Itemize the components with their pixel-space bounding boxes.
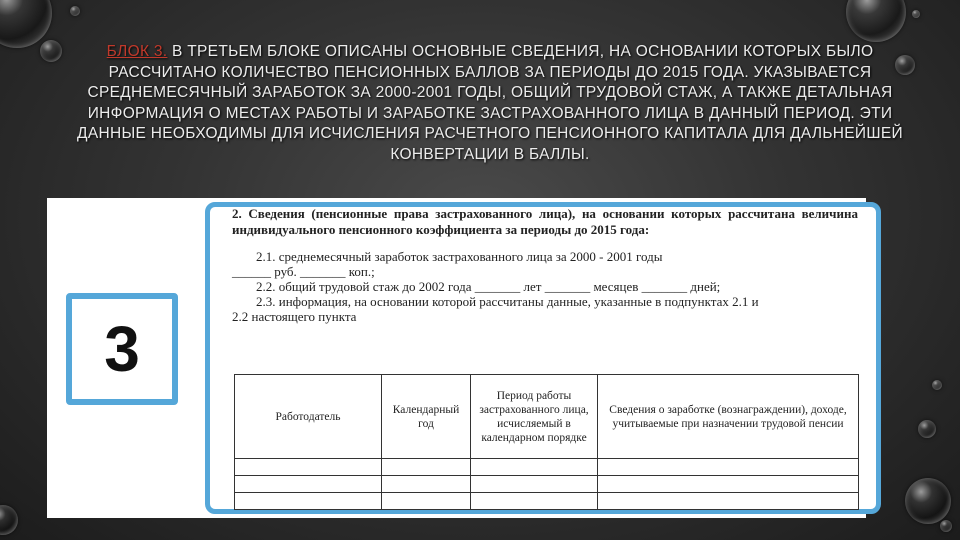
- decorative-bubble: [918, 420, 936, 438]
- decorative-bubble: [40, 40, 62, 62]
- table-row: [235, 476, 859, 493]
- decorative-bubble: [932, 380, 942, 390]
- form-line-2-3-cont: 2.2 настоящего пункта: [232, 309, 357, 324]
- column-header: Период работы застрахованного лица, исчисляемый в календарном порядке: [471, 375, 598, 459]
- form-line-2-2: 2.2. общий трудовой стаж до 2002 года _______ лет _______ месяцев _______ дней;: [256, 279, 721, 294]
- badge-number: 3: [104, 313, 140, 385]
- section-number-badge: [66, 293, 178, 405]
- employment-table: [234, 374, 859, 510]
- column-header: Работодатель: [235, 375, 382, 459]
- form-heading: 2. Сведения (пенсионные права застрахованного лица), на основании которых рассчитана величина индивидуального пенсионного коэффициента за периоды до 2015 года:: [232, 206, 858, 237]
- decorative-bubble: [0, 505, 18, 535]
- decorative-bubble: [70, 6, 80, 16]
- decorative-bubble: [905, 478, 951, 524]
- column-header: Календарный год: [382, 375, 471, 459]
- decorative-bubble: [940, 520, 952, 532]
- form-line-2-1-cont: ______ руб. _______ коп.;: [232, 264, 375, 279]
- form-section: [232, 206, 858, 324]
- headline-text: В ТРЕТЬЕМ БЛОКЕ ОПИСАНЫ ОСНОВНЫЕ СВЕДЕНИЯ, НА ОСНОВАНИИ КОТОРЫХ БЫЛО РАССЧИТАНО КОЛИЧЕСТВО ПЕНСИОННЫХ БАЛЛОВ ЗА ПЕРИОДЫ ДО 2015 ГОДА. УКАЗЫВАЕТСЯ СРЕДНЕМЕСЯЧНЫЙ ЗАРАБОТОК ЗА 2000-2001 ГОДЫ, ОБЩИЙ ТРУДОВОЙ СТАЖ, А ТАКЖЕ ДЕТАЛЬНАЯ ИНФОРМАЦИЯ О МЕСТАХ РАБОТЫ И ЗАРАБОТКЕ ЗАСТРАХОВАННОГО ЛИЦА В ДАННЫЙ ПЕРИОД. ЭТИ ДАННЫЕ НЕОБХОДИМЫ ДЛЯ ИСЧИСЛЕНИЯ РАСЧЕТНОГО ПЕНСИОННОГО КАПИТАЛА ДЛЯ ДАЛЬНЕЙШЕЙ КОНВЕРТАЦИИ В БАЛЛЫ.: [77, 43, 903, 163]
- table-header-row: [235, 375, 859, 459]
- form-line-2-1: 2.1. среднемесячный заработок застрахованного лица за 2000 - 2001 годы: [256, 249, 663, 264]
- table-row: [235, 459, 859, 476]
- table-row: [235, 493, 859, 510]
- decorative-bubble: [846, 0, 906, 42]
- decorative-bubble: [912, 10, 920, 18]
- column-header: Сведения о заработке (вознаграждении), доходе, учитываемые при назначении трудовой пенсии: [598, 375, 859, 459]
- headline-prefix: БЛОК 3.: [106, 43, 168, 60]
- slide-headline: [60, 42, 920, 165]
- form-line-2-3: 2.3. информация, на основании которой рассчитаны данные, указанные в подпунктах 2.1 и: [256, 294, 759, 309]
